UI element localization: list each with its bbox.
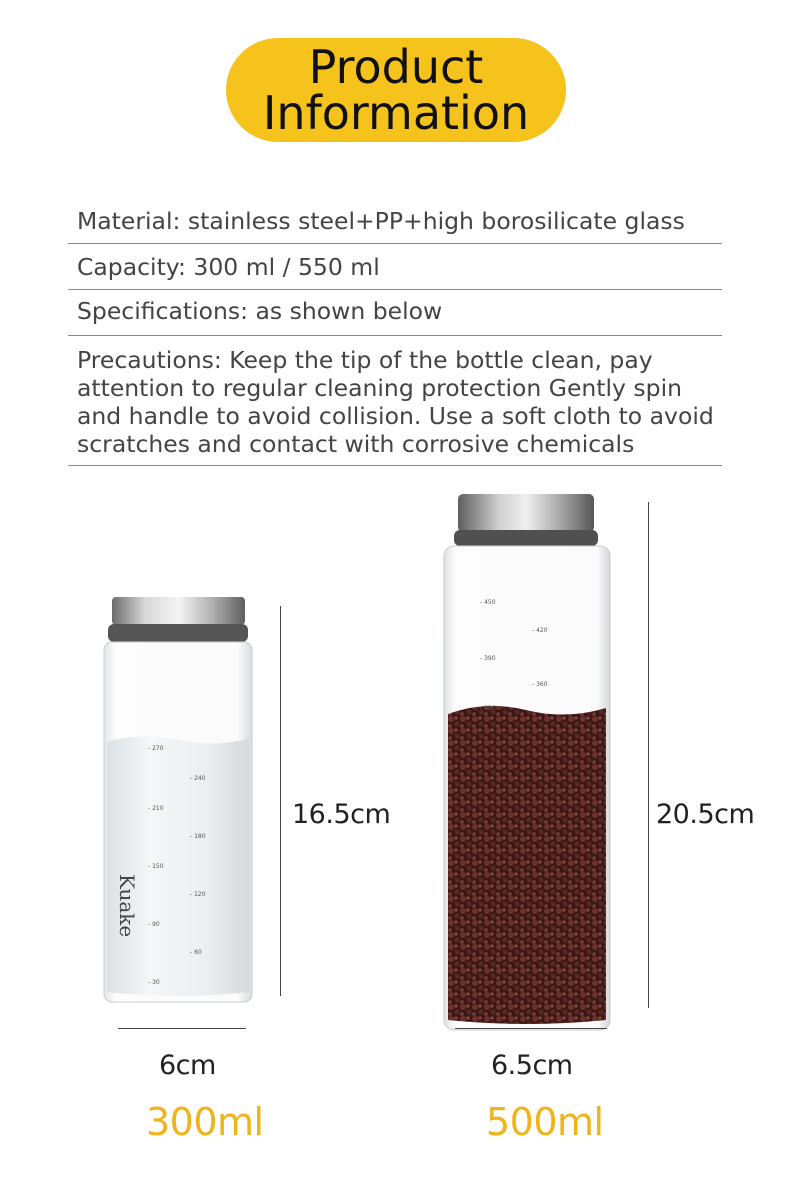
- specifications-row: [68, 290, 722, 336]
- large-jar-scale-tick: - 390: [480, 655, 496, 662]
- small-jar-width-line: [118, 1028, 246, 1029]
- product-information-badge: [226, 38, 566, 142]
- large-jar-scale-tick: - 450: [480, 599, 496, 606]
- large-jar-volume-label: 500ml: [486, 1100, 604, 1144]
- material-row: [68, 200, 722, 244]
- small-jar-image: [100, 592, 260, 1006]
- large-jar-scale-tick: - 360: [532, 681, 548, 688]
- large-jar-width-line: [455, 1028, 607, 1029]
- small-jar-scale-tick: - 240: [190, 775, 206, 782]
- small-jar-width-label: 6cm: [159, 1050, 216, 1081]
- small-jar-seal: [108, 624, 248, 642]
- small-jar-scale-tick: - 90: [148, 921, 160, 928]
- capacity-row: [68, 246, 722, 290]
- material-text: Material: stainless steel+PP+high borosilicate glass: [77, 207, 685, 235]
- small-jar-lid: [112, 597, 245, 625]
- small-jar-brand: Kuake: [115, 874, 139, 938]
- precautions-line: scratches and contact with corrosive chemicals: [77, 430, 635, 458]
- small-jar-scale-tick: - 120: [190, 891, 206, 898]
- precautions-line: and handle to avoid collision. Use a soft cloth to avoid: [77, 402, 714, 430]
- capacity-text: Capacity: 300 ml / 550 ml: [77, 253, 380, 281]
- small-jar-scale-tick: - 180: [190, 833, 206, 840]
- large-jar-contents: [448, 706, 606, 1024]
- small-jar-scale-tick: - 150: [148, 863, 164, 870]
- badge-title-line2: Information: [262, 86, 530, 140]
- large-jar-width-label: 6.5cm: [491, 1050, 573, 1081]
- large-jar-seal: [454, 530, 598, 546]
- large-jar-lid: [458, 494, 594, 532]
- small-jar-height-label: 16.5cm: [292, 799, 391, 830]
- large-jar-image: [436, 488, 618, 1036]
- small-jar-scale-tick: - 210: [148, 805, 164, 812]
- large-jar-height-line: [648, 502, 649, 1008]
- specifications-text: Specifications: as shown below: [77, 297, 443, 325]
- precautions-line: attention to regular cleaning protection Gently spin: [77, 374, 682, 402]
- large-jar-scale-tick: - 330: [480, 705, 496, 712]
- small-jar-contents: [107, 736, 249, 996]
- small-jar-volume-label: 300ml: [146, 1100, 264, 1144]
- precautions-line: Precautions: Keep the tip of the bottle clean, pay: [77, 346, 653, 374]
- badge-title-line1: Product: [308, 40, 484, 94]
- small-jar-scale-tick: - 30: [148, 979, 160, 986]
- large-jar-height-label: 20.5cm: [656, 799, 755, 830]
- small-jar-height-line: [280, 606, 281, 996]
- precautions-row: [68, 342, 722, 466]
- small-jar-scale-tick: - 270: [148, 745, 164, 752]
- small-jar-scale-tick: - 60: [190, 949, 202, 956]
- large-jar-scale-tick: - 420: [532, 627, 548, 634]
